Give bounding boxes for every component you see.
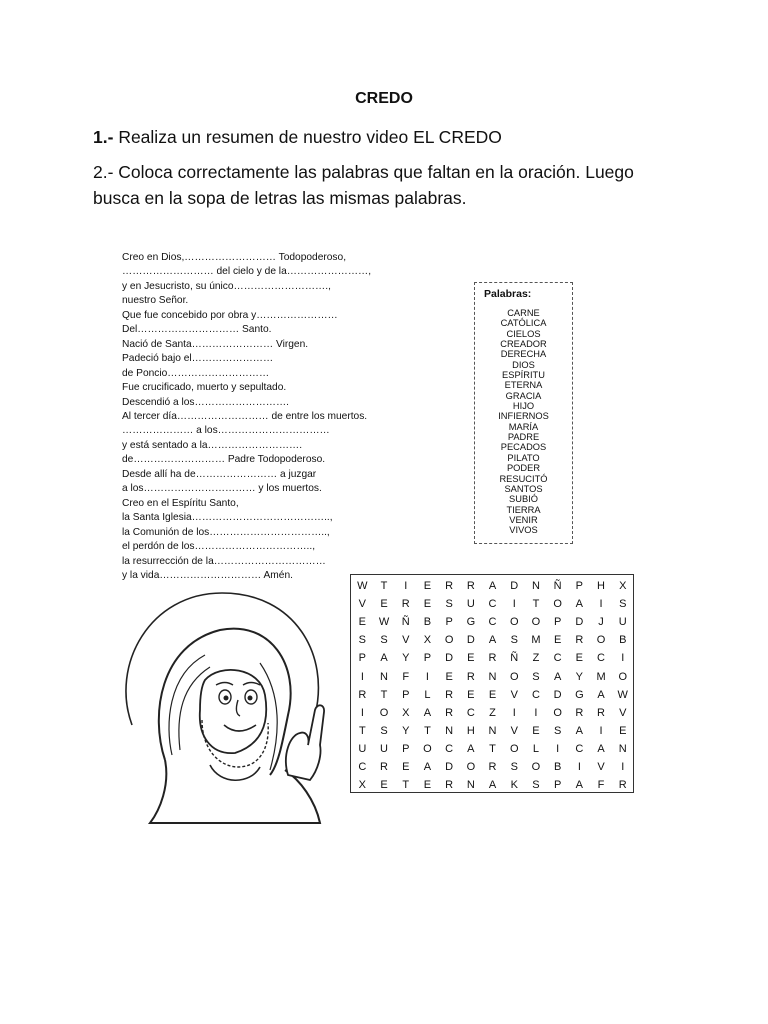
grid-cell: A bbox=[488, 580, 497, 592]
instruction-1-text: Realiza un resumen de nuestro video EL CREDO bbox=[118, 127, 502, 147]
grid-cell: U bbox=[358, 742, 367, 755]
grid-cell: R bbox=[380, 761, 388, 773]
grid-cell: I bbox=[404, 580, 408, 592]
grid-cell: S bbox=[619, 598, 627, 611]
grid-cell: I bbox=[599, 724, 603, 737]
grid-cell: I bbox=[360, 670, 364, 683]
grid-cell: R bbox=[575, 634, 584, 647]
grid-cell: E bbox=[488, 688, 497, 701]
grid-cell: S bbox=[445, 598, 453, 611]
grid-cell: S bbox=[380, 634, 388, 647]
grid-cell: R bbox=[445, 779, 454, 792]
prayer-line: a los…………………………… y los muertos. bbox=[122, 483, 322, 495]
prayer-line: y la vida………………………… Amén. bbox=[122, 569, 293, 581]
instruction-2 bbox=[93, 159, 713, 211]
grid-row bbox=[351, 740, 633, 758]
grid-cell: O bbox=[509, 742, 519, 755]
grid-cell: R bbox=[358, 688, 367, 701]
grid-cell: C bbox=[488, 598, 497, 611]
grid-cell: E bbox=[402, 761, 410, 773]
grid-cell: H bbox=[466, 724, 475, 737]
grid-cell: D bbox=[445, 652, 454, 665]
grid-cell: P bbox=[553, 616, 562, 629]
grid-row bbox=[351, 686, 633, 704]
grid-cell: S bbox=[358, 634, 367, 647]
prayer-line: Nació de Santa…………………… Virgen. bbox=[122, 338, 309, 350]
grid-cell: N bbox=[445, 724, 454, 737]
grid-cell: C bbox=[597, 652, 605, 665]
grid-cell: X bbox=[358, 779, 367, 792]
grid-cell: O bbox=[553, 706, 562, 719]
grid-cell: A bbox=[423, 761, 432, 773]
prayer-line: de……………………… Padre Todopoderoso. bbox=[122, 454, 326, 466]
grid-cell: V bbox=[510, 724, 518, 737]
grid-cell: O bbox=[596, 634, 606, 647]
grid-cell: G bbox=[466, 616, 476, 629]
grid-cell: O bbox=[509, 616, 519, 629]
prayer-line: Creo en Dios,……………………… Todopoderoso, bbox=[122, 252, 347, 263]
word-list-item: GRACIA bbox=[505, 390, 542, 401]
grid-cell: E bbox=[467, 688, 475, 701]
grid-cell: V bbox=[597, 761, 605, 773]
grid-cell: B bbox=[423, 616, 432, 629]
grid-cell: T bbox=[424, 724, 431, 737]
grid-cell: O bbox=[553, 598, 562, 611]
grid-cell: R bbox=[445, 580, 454, 592]
grid-cell: Y bbox=[575, 670, 584, 683]
grid-cell: D bbox=[510, 580, 519, 592]
grid-cell: R bbox=[401, 598, 410, 611]
grid-cell: X bbox=[402, 706, 410, 719]
grid-cell: Z bbox=[532, 652, 540, 665]
grid-cell: D bbox=[575, 616, 584, 629]
grid-cell: E bbox=[445, 670, 453, 683]
grid-cell: R bbox=[445, 688, 454, 701]
grid-cell: I bbox=[621, 761, 625, 773]
grid-cell: A bbox=[467, 742, 475, 755]
grid-cell: T bbox=[402, 779, 410, 792]
grid-cell: E bbox=[423, 779, 432, 792]
grid-cell: X bbox=[619, 580, 627, 592]
grid-cell: D bbox=[466, 634, 475, 647]
grid-cell: O bbox=[531, 761, 541, 773]
grid-cell: Ñ bbox=[510, 652, 519, 665]
grid-cell: D bbox=[445, 761, 454, 773]
prayer-line: y en Jesucristo, su único………………………., bbox=[122, 280, 331, 292]
grid-cell: Y bbox=[402, 724, 410, 737]
grid-cell: N bbox=[466, 779, 475, 792]
grid-cell: E bbox=[423, 580, 432, 592]
instruction-2-line-1: 2.- Coloca correctamente las palabras que faltan en la oración. Luego bbox=[93, 162, 634, 182]
grid-cell: O bbox=[509, 670, 519, 683]
grid-cell: O bbox=[618, 670, 628, 683]
grid-cell: O bbox=[423, 742, 432, 755]
grid-cell: I bbox=[512, 598, 516, 611]
word-list-item: VIVOS bbox=[509, 525, 538, 536]
grid-cell: S bbox=[510, 634, 518, 647]
grid-cell: P bbox=[445, 616, 453, 629]
word-list-item: ETERNA bbox=[504, 380, 543, 391]
word-list-item: CREADOR bbox=[500, 339, 547, 350]
grid-cell: U bbox=[380, 742, 388, 755]
word-list-item: DIOS bbox=[512, 359, 535, 370]
grid-cell: C bbox=[531, 688, 540, 701]
grid-cell: B bbox=[553, 761, 562, 773]
grid-cell: N bbox=[380, 670, 388, 683]
grid-cell: R bbox=[445, 706, 454, 719]
grid-cell: R bbox=[488, 761, 497, 773]
grid-cell: O bbox=[531, 616, 541, 629]
grid-row bbox=[351, 704, 633, 722]
word-list-item: MARÍA bbox=[508, 421, 539, 432]
grid-cell: V bbox=[358, 598, 367, 611]
grid-cell: I bbox=[360, 706, 364, 719]
grid-cell: J bbox=[598, 616, 604, 629]
grid-cell: Y bbox=[402, 652, 410, 665]
prayer-line: el perdón de los…………………………….., bbox=[122, 541, 316, 553]
grid-cell: T bbox=[532, 598, 540, 611]
grid-cell: C bbox=[445, 742, 454, 755]
prayer-line: la Santa Iglesia………………………………….., bbox=[122, 512, 333, 524]
grid-cell: P bbox=[402, 742, 410, 755]
prayer-line: Fue crucificado, muerto y sepultado. bbox=[122, 382, 287, 394]
grid-cell: T bbox=[380, 580, 388, 592]
grid-cell: O bbox=[466, 761, 476, 773]
grid-cell: I bbox=[621, 652, 625, 665]
grid-cell: R bbox=[575, 706, 584, 719]
word-list-item: PILATO bbox=[507, 452, 540, 463]
word-list-box bbox=[474, 282, 573, 544]
grid-cell: C bbox=[575, 742, 584, 755]
grid-cell: C bbox=[553, 652, 562, 665]
prayer-line: de Poncio………………………… bbox=[122, 367, 270, 379]
grid-cell: F bbox=[402, 670, 410, 683]
grid-cell: E bbox=[423, 598, 432, 611]
grid-cell: I bbox=[599, 598, 603, 611]
word-list-item: CIELOS bbox=[506, 328, 541, 339]
prayer-line: ………………… a los…………………………… bbox=[122, 425, 330, 437]
grid-cell: A bbox=[575, 724, 584, 737]
grid-cell: W bbox=[378, 616, 390, 629]
grid-cell: O bbox=[444, 634, 454, 647]
grid-cell: D bbox=[553, 688, 562, 701]
grid-cell: H bbox=[597, 580, 605, 592]
prayer-line: ……………………… del cielo y de la……………………, bbox=[122, 266, 372, 278]
grid-cell: S bbox=[532, 670, 540, 683]
prayer-line: Al tercer día……………………… de entre los muertos. bbox=[122, 410, 368, 422]
word-list-item: TIERRA bbox=[506, 504, 541, 515]
grid-cell: E bbox=[358, 616, 367, 629]
prayer-line: nuestro Señor. bbox=[122, 295, 189, 307]
word-list-item: CATÓLICA bbox=[500, 318, 547, 329]
grid-cell: Ñ bbox=[553, 580, 562, 592]
grid-cell: I bbox=[512, 706, 516, 719]
grid-cell: F bbox=[597, 779, 605, 792]
grid-cell: P bbox=[575, 580, 584, 592]
grid-cell: I bbox=[556, 742, 560, 755]
prayer-line: Que fue concebido por obra y…………………… bbox=[122, 309, 338, 321]
word-list-item: RESUCITÓ bbox=[499, 473, 548, 484]
grid-cell: N bbox=[531, 580, 540, 592]
grid-cell: I bbox=[425, 670, 429, 683]
grid-cell: R bbox=[618, 779, 627, 792]
grid-cell: A bbox=[575, 779, 584, 792]
grid-row bbox=[351, 668, 633, 686]
prayer-line: la resurrección de la…………………………… bbox=[122, 555, 326, 567]
word-search-grid bbox=[350, 574, 634, 793]
grid-cell: T bbox=[489, 742, 496, 755]
grid-cell: N bbox=[488, 724, 497, 737]
prayer-text bbox=[122, 251, 462, 583]
prayer-line: la Comunión de los…………………………….., bbox=[122, 526, 330, 538]
word-list-item: PADRE bbox=[507, 432, 540, 443]
grid-cell: M bbox=[596, 670, 606, 683]
grid-cell: E bbox=[619, 724, 627, 737]
jesus-illustration bbox=[110, 585, 340, 825]
grid-cell: E bbox=[575, 652, 584, 665]
prayer-line: Del………………………… Santo. bbox=[122, 324, 272, 336]
grid-cell: E bbox=[553, 634, 562, 647]
grid-cell: P bbox=[553, 779, 562, 792]
word-list-item: PODER bbox=[506, 463, 541, 474]
grid-row bbox=[351, 776, 633, 794]
grid-cell: K bbox=[510, 779, 518, 792]
grid-cell: T bbox=[358, 724, 366, 737]
grid-cell: W bbox=[357, 580, 368, 592]
grid-row bbox=[351, 649, 633, 667]
grid-cell: N bbox=[488, 670, 497, 683]
grid-cell: L bbox=[424, 688, 431, 701]
grid-cell: V bbox=[402, 634, 410, 647]
grid-cell: R bbox=[488, 652, 497, 665]
word-list-item: DERECHA bbox=[500, 349, 547, 360]
grid-cell: I bbox=[577, 761, 581, 773]
prayer-line: Descendió a los………………………. bbox=[122, 396, 290, 408]
grid-cell: S bbox=[532, 779, 540, 792]
grid-cell: Ñ bbox=[401, 616, 410, 629]
grid-cell: R bbox=[466, 670, 475, 683]
grid-cell: W bbox=[617, 688, 628, 701]
word-list-title: Palabras: bbox=[484, 288, 532, 300]
prayer-line: Padeció bajo el…………………… bbox=[122, 353, 274, 365]
grid-cell: C bbox=[466, 706, 475, 719]
grid-row bbox=[351, 577, 633, 595]
grid-cell: N bbox=[618, 742, 627, 755]
instruction-1-number: 1.- bbox=[93, 127, 114, 147]
prayer-line: y está sentado a la………………………. bbox=[122, 439, 303, 451]
grid-row bbox=[351, 613, 633, 631]
grid-cell: M bbox=[531, 634, 541, 647]
grid-cell: X bbox=[423, 634, 432, 647]
grid-cell: L bbox=[532, 742, 539, 755]
grid-cell: C bbox=[358, 761, 367, 773]
grid-cell: S bbox=[510, 761, 518, 773]
grid-cell: G bbox=[575, 688, 584, 701]
grid-cell: S bbox=[553, 724, 562, 737]
grid-cell: P bbox=[423, 652, 432, 665]
grid-cell: R bbox=[466, 580, 475, 592]
prayer-line: Desde allí ha de…………………… a juzgar bbox=[122, 468, 317, 480]
grid-cell: A bbox=[380, 652, 388, 665]
grid-cell: E bbox=[380, 779, 388, 792]
word-list bbox=[475, 308, 572, 536]
grid-cell: B bbox=[619, 634, 627, 647]
grid-cell: E bbox=[380, 598, 388, 611]
grid-cell: Z bbox=[489, 706, 496, 719]
grid-cell: E bbox=[467, 652, 475, 665]
grid-cell: A bbox=[553, 670, 562, 683]
grid-cell: P bbox=[402, 688, 410, 701]
grid-cell: V bbox=[619, 706, 627, 719]
grid-cell: A bbox=[423, 706, 432, 719]
grid-cell: C bbox=[488, 616, 497, 629]
grid-cell: A bbox=[488, 634, 497, 647]
grid-cell: R bbox=[597, 706, 605, 719]
grid-cell: A bbox=[488, 779, 497, 792]
grid-cell: T bbox=[380, 688, 388, 701]
word-list-item: HIJO bbox=[512, 401, 535, 412]
grid-row bbox=[351, 722, 633, 740]
grid-cell: I bbox=[534, 706, 538, 719]
grid-cell: O bbox=[379, 706, 389, 719]
grid-cell: U bbox=[466, 598, 475, 611]
page-title: CREDO bbox=[355, 90, 413, 107]
grid-cell: S bbox=[380, 724, 388, 737]
grid-cell: A bbox=[597, 688, 605, 701]
word-list-item: ESPÍRITU bbox=[502, 370, 545, 381]
word-list-item: PECADOS bbox=[500, 442, 547, 453]
grid-row bbox=[351, 595, 633, 613]
grid-cell: V bbox=[510, 688, 518, 701]
word-list-item: INFIERNOS bbox=[498, 411, 549, 422]
grid-cell: P bbox=[358, 652, 367, 665]
grid-cell: E bbox=[532, 724, 540, 737]
prayer-line: Creo en el Espíritu Santo, bbox=[122, 497, 239, 509]
word-list-item: SUBIÓ bbox=[509, 494, 538, 505]
instruction-1 bbox=[93, 124, 713, 150]
word-list-item: CARNE bbox=[507, 308, 540, 318]
grid-cell: A bbox=[597, 742, 605, 755]
word-list-item: SANTOS bbox=[504, 483, 543, 494]
instruction-2-line-2: busca en la sopa de letras las mismas palabras. bbox=[93, 188, 467, 208]
word-list-item: VENIR bbox=[509, 514, 538, 525]
grid-row bbox=[351, 631, 633, 649]
grid-cell: A bbox=[575, 598, 584, 611]
grid-cell: U bbox=[618, 616, 627, 629]
grid-row bbox=[351, 758, 633, 776]
